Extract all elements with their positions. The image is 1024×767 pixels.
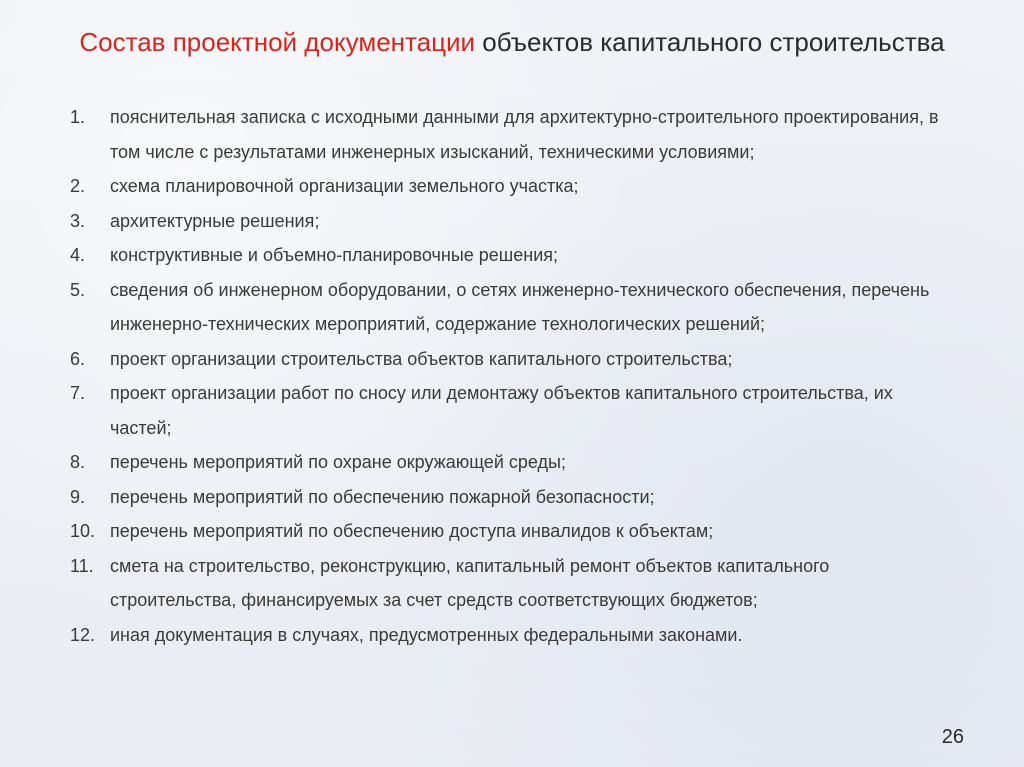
list-item bbox=[70, 514, 970, 549]
list-item-number: 9. bbox=[70, 486, 86, 507]
list-item-text: проект организации строительства объектов капитального строительства; bbox=[110, 348, 733, 369]
page-number: 26 bbox=[941, 726, 964, 748]
list-item bbox=[70, 169, 970, 204]
list-item bbox=[70, 445, 970, 480]
list-item-number: 2. bbox=[70, 176, 86, 196]
list-item-text: конструктивные и объемно-планировочные решения; bbox=[110, 245, 559, 265]
list-item-text: перечень мероприятий по обеспечению пожарной безопасности; bbox=[110, 486, 655, 507]
list-item-text: иная документация в случаях, предусмотренных федеральными законами. bbox=[110, 624, 743, 645]
list-item-number: 12. bbox=[70, 624, 96, 645]
list-item bbox=[70, 204, 970, 239]
list-item-text: пояснительная записка с исходными данными для архитектурно-строительного проектирования, в том числе с результатами инженерных изысканий, техническими условиями; bbox=[110, 107, 939, 162]
list-item-number: 5. bbox=[70, 279, 86, 300]
list-item-text: перечень мероприятий по охране окружающей среды; bbox=[110, 452, 566, 472]
list-item bbox=[70, 342, 970, 377]
list-item bbox=[70, 100, 970, 169]
list-item-number: 4. bbox=[70, 245, 86, 265]
list-item-number: 11. bbox=[70, 555, 94, 576]
list-item-number: 3. bbox=[70, 210, 86, 231]
list-item-text: сведения об инженерном оборудовании, о сетях инженерно-технического обеспечения, перечень инженерно-технических мероприятий, содержание технологических решений; bbox=[110, 279, 930, 334]
list-item-number: 8. bbox=[70, 452, 86, 472]
slide-title bbox=[0, 25, 1024, 59]
requirements-list bbox=[70, 100, 970, 652]
list-item-number: 1. bbox=[70, 107, 86, 127]
list-item-text: перечень мероприятий по обеспечению доступа инвалидов к объектам; bbox=[110, 521, 714, 541]
list-item bbox=[70, 480, 970, 515]
list-item bbox=[70, 618, 970, 653]
list-item-number: 10. bbox=[70, 521, 96, 541]
list-item-text: смета на строительство, реконструкцию, капитальный ремонт объектов капитального строительства, финансируемых за счет средств соответствующих бюджетов; bbox=[110, 555, 830, 610]
list-item bbox=[70, 273, 970, 342]
list-item bbox=[70, 549, 970, 618]
slide-title-highlight: Состав проектной документации bbox=[79, 27, 476, 57]
list-item-text: архитектурные решения; bbox=[110, 210, 320, 231]
list-item bbox=[70, 376, 970, 445]
list-item-number: 7. bbox=[70, 383, 86, 403]
list-item-text: схема планировочной организации земельного участка; bbox=[110, 176, 579, 196]
slide-title-rest: объектов капитального строительства bbox=[475, 27, 945, 57]
list-item-text: проект организации работ по сносу или демонтажу объектов капитального строительства, их частей; bbox=[110, 383, 893, 438]
list-item bbox=[70, 238, 970, 273]
list-item-number: 6. bbox=[70, 348, 86, 369]
